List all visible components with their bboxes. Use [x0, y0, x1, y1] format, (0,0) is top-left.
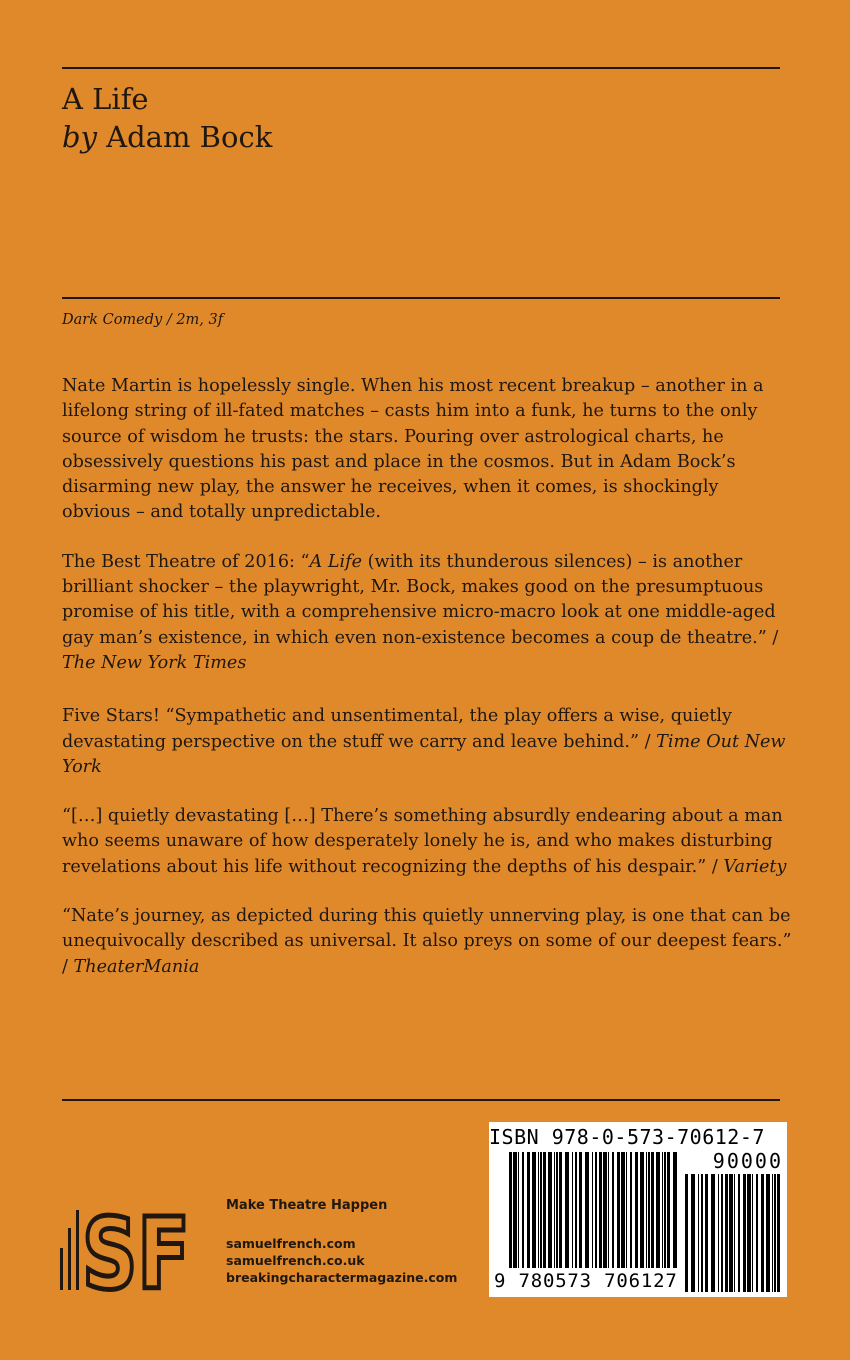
quote-nyt — [62, 550, 792, 676]
quote-source: TheaterMania — [73, 956, 200, 977]
logo-text: SF — [82, 1198, 190, 1312]
byline-by: by — [62, 120, 97, 154]
quote-variety — [62, 804, 792, 880]
quote-text: “Nate’s journey, as depicted during this quietly unnerving play, is one that can be unequivocally described as universal. It also preys on some of our deepest fears.” / — [62, 906, 792, 977]
quote-source: Variety — [723, 856, 787, 877]
title-block — [62, 80, 272, 156]
bottom-divider — [62, 1099, 780, 1101]
book-title: A Life — [62, 82, 149, 116]
logo-letters — [82, 1198, 192, 1312]
publisher-info — [226, 1198, 457, 1286]
quote-timeout — [62, 704, 792, 780]
isbn-label: ISBN 978-0-573-70612-7 — [489, 1125, 765, 1149]
link-samuelfrench-co-uk[interactable]: samuelfrench.co.uk — [226, 1253, 365, 1268]
author-name: Adam Bock — [106, 120, 273, 154]
price-addon: 90000 — [712, 1149, 783, 1173]
quote-title: A Life — [309, 551, 363, 572]
isbn-barcode — [489, 1122, 787, 1297]
quote-theatermania — [62, 904, 792, 980]
genre-cast: Dark Comedy / 2m, 3f — [62, 312, 224, 328]
quote-text: Five Stars! “Sympathetic and unsentimental, the play offers a wise, quietly devastating perspective on the stuff we carry and leave behind.” / — [62, 706, 732, 752]
link-samuelfrench-com[interactable]: samuelfrench.com — [226, 1236, 356, 1251]
samuel-french-logo — [60, 1190, 195, 1312]
quote-lead: The Best Theatre of 2016: “ — [62, 551, 310, 572]
quote-source: Time Out New York — [62, 731, 786, 777]
link-breaking-character[interactable]: breakingcharactermagazine.com — [226, 1270, 458, 1285]
quote-source: The New York Times — [62, 652, 247, 673]
top-divider — [62, 67, 780, 69]
quote-text: “[…] quietly devastating […] There’s something absurdly endearing about a man who seems unaware of how desperately lonely he is, and who makes disturbing revelations about his life without recognizing the depths of his despair.” / — [62, 806, 783, 877]
publisher-tagline: Make Theatre Happen — [226, 1198, 388, 1213]
middle-divider — [62, 297, 780, 299]
barcode-digits: 9 780573 706127 — [494, 1270, 678, 1292]
blurbs — [62, 374, 792, 1004]
synopsis: Nate Martin is hopelessly single. When his most recent breakup – another in a lifelong string of ill-fated matches – casts him into a funk, he turns to the only source of wisdom he trusts: the stars. Pouring over astrological charts, he obsessively questions his past and place in the cosmos. But in Adam Bock’s disarming new play, the answer he receives, when it comes, is shockingly obvious – and totally unpredictable. — [62, 376, 764, 523]
quote-text: (with its thunderous silences) – is another brilliant shocker – the playwright, Mr. Bock, makes good on the presumptuous promise of his title, with a comprehensive micro-macro look at one middle-aged gay man’s existence, in which even non-existence becomes a coup de theatre.” / — [62, 551, 779, 648]
byline — [62, 118, 272, 156]
